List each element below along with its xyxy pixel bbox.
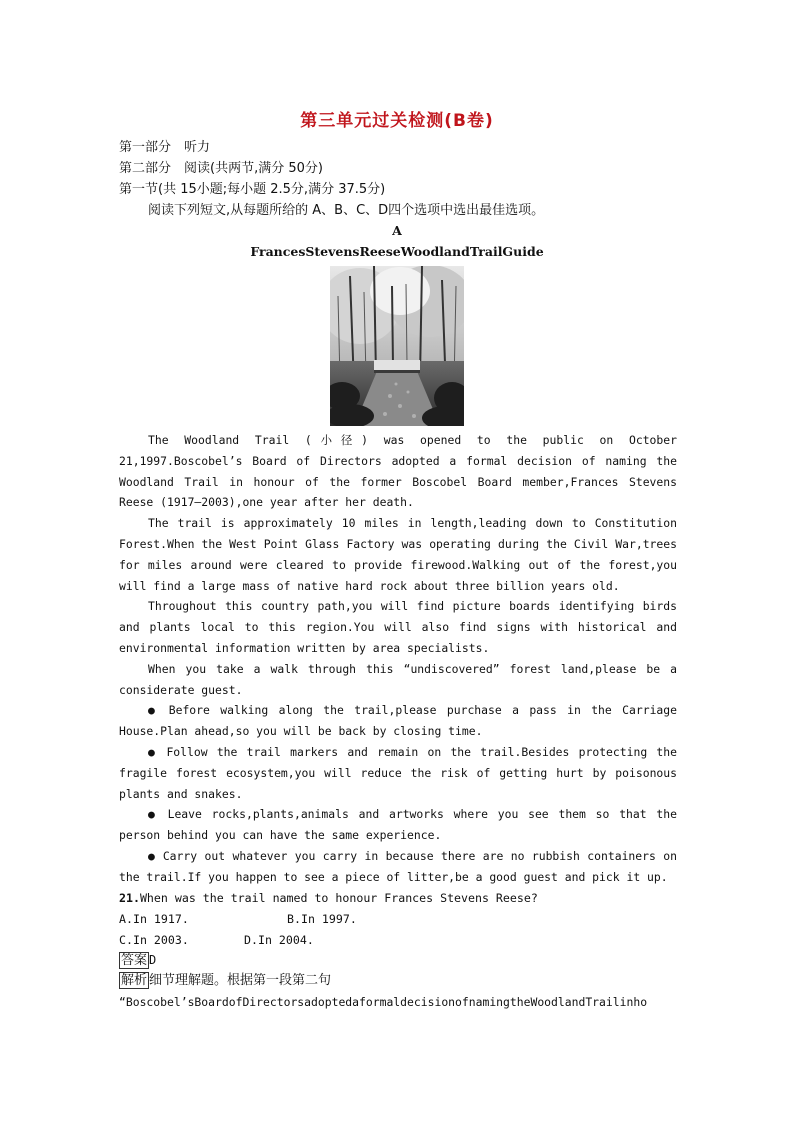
option-a: A.In 1917. (119, 911, 189, 926)
page-title: 第三单元过关检测(B卷) (300, 111, 494, 131)
section-1-heading: 第一节(共 15小题;每小题 2.5分,满分 37.5分) (119, 182, 386, 197)
part-1-heading: 第一部分 听力 (119, 140, 211, 155)
section-headers (119, 137, 679, 221)
question-text: When was the trail named to honour Frances Stevens Reese? (139, 891, 538, 905)
answer-line (119, 950, 156, 971)
part-2-heading: 第二部分 阅读(共两节,满分 50分) (119, 161, 323, 176)
passage-paragraph: When you take a walk through this “undiscovered” forest land,please be a considerate guest. (119, 661, 677, 697)
answer-label: 答案 (121, 953, 148, 968)
passage-label: A (392, 223, 402, 238)
analysis-text: 细节理解题。根据第一段第二句 (149, 973, 332, 988)
rule-bullet: ● Follow the trail markers and remain on the trail.Besides protecting the fragile forest ecosystem,you will reduce the risk of getting hurt by poisonous plants and snakes. (119, 744, 677, 801)
instruction-text: 阅读下列短文,从每题所给的 A、B、C、D四个选项中选出最佳选项。 (148, 203, 545, 218)
option-d: D.In 2004. (244, 932, 314, 947)
passage-paragraph: The trail is approximately 10 miles in length,leading down to Constitution Forest.When the West Point Glass Factory was operating during the Civil War,trees for miles around were cleared to provide firewood.Walking out of the forest,you will find a large mass of native hard rock about three billion years old. (119, 516, 677, 593)
rule-bullet: ● Before walking along the trail,please purchase a pass in the Carriage House.Plan ahead,so you will be back by closing time. (119, 703, 677, 739)
passage-heading: FrancesStevensReeseWoodlandTrailGuide (250, 244, 544, 259)
question-number: 21. (119, 891, 140, 905)
analysis-line (119, 971, 331, 991)
question-21 (119, 888, 679, 950)
rule-bullet: ● Carry out whatever you carry in because there are no rubbish containers on the trail.If you happen to see a piece of litter,be a good guest and pick it up. (119, 848, 677, 884)
option-c: C.In 2003. (119, 932, 189, 947)
woodland-trail-photo (330, 266, 464, 426)
analysis-label: 解析 (121, 973, 148, 988)
passage-paragraph: Throughout this country path,you will find picture boards identifying birds and plants local to this region.You will also find signs with historical and environmental information written by area specialists. (119, 599, 677, 655)
passage-paragraph: The Woodland Trail (小径) was opened to the public on October 21,1997.Boscobel’s Board of Directors adopted a formal decision of naming the Woodland Trail in honour of the former Boscobel Board member,Frances Stevens Reese (1917—2003),one year after her death. (119, 433, 677, 510)
rule-bullet: ● Leave rocks,plants,animals and artworks where you see them so that the person behind you can have the same experience. (119, 807, 677, 843)
analysis-quote: “Boscobel’sBoardofDirectorsadoptedaformaldecisionofnamingtheWoodlandTrailinho (119, 995, 648, 1009)
passage-body (119, 430, 677, 888)
option-b: B.In 1997. (287, 911, 357, 926)
answer-value: D (149, 953, 157, 967)
